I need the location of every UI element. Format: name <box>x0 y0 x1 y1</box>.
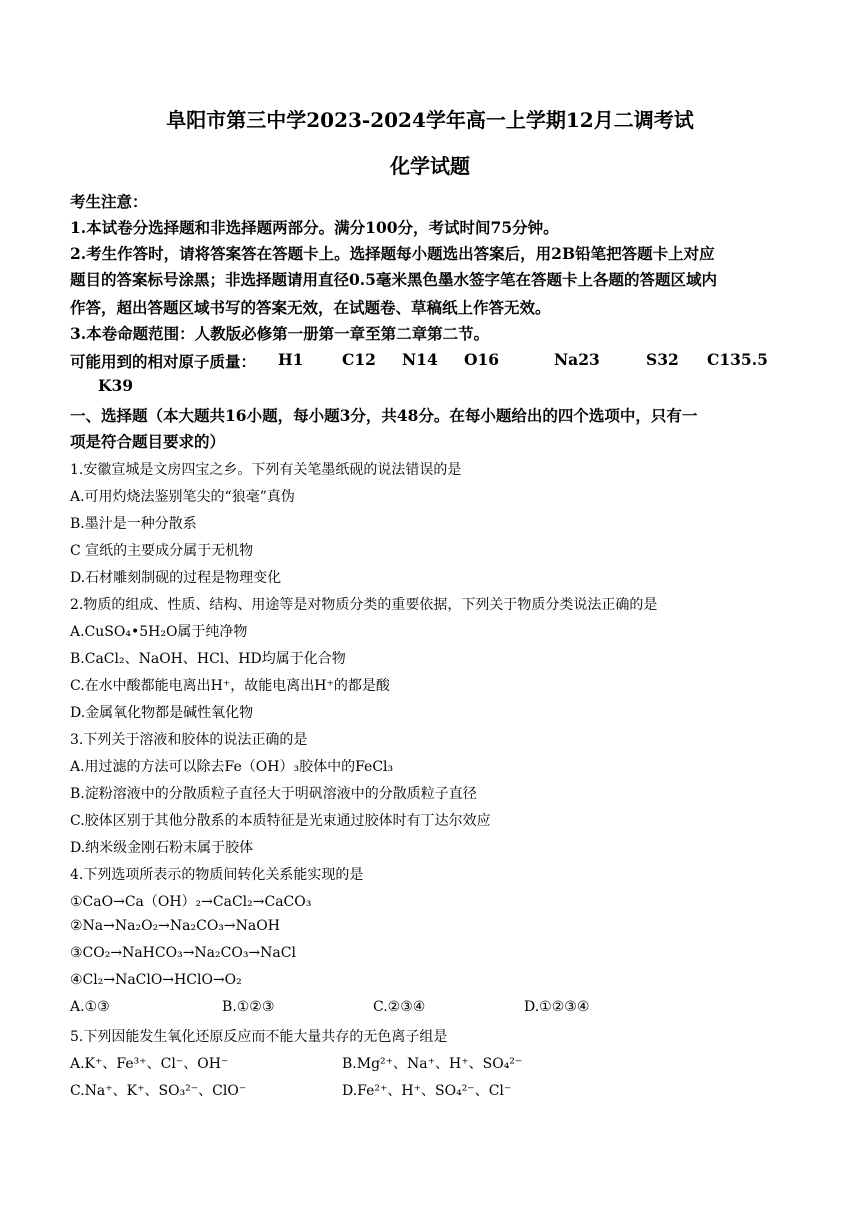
notice-item-3: 3.本卷命题范围：人教版必修第一册第一章至第二章第二节。 <box>70 324 490 343</box>
notice-item-2-line-3: 作答，超出答题区域书写的答案无效，在试题卷、草稿纸上作答无效。 <box>70 298 551 317</box>
q3-option-c: C.胶体区别于其他分散系的本质特征是光束通过胶体时有丁达尔效应 <box>70 813 491 829</box>
atomic-mass-label: 可能用到的相对原子质量： <box>70 352 257 371</box>
q1-stem: 1.安徽宣城是文房四宝之乡。下列有关笔墨纸砚的说法错误的是 <box>70 462 462 478</box>
q5-stem: 5.下列因能发生氧化还原反应而不能大量共存的无色离子组是 <box>70 1029 448 1045</box>
q3-stem: 3.下列关于溶液和胶体的说法正确的是 <box>70 732 308 748</box>
q5-option-c: C.Na⁺、K⁺、SO₃²⁻、ClO⁻ <box>70 1083 247 1099</box>
q3-option-d: D.纳米级金刚石粉末属于胶体 <box>70 840 254 856</box>
q2-option-b: B.CaCl₂、NaOH、HCl、HD均属于化合物 <box>70 651 346 667</box>
atomic-mass-c: C12 <box>342 350 376 369</box>
q1-option-a: A.可用灼烧法鉴别笔尖的“狼毫”真伪 <box>70 489 295 505</box>
q4-reaction-1: ①CaO→Ca（OH）₂→CaCl₂→CaCO₃ <box>70 894 312 910</box>
q5-option-b: B.Mg²⁺、Na⁺、H⁺、SO₄²⁻ <box>342 1056 523 1072</box>
q2-option-a: A.CuSO₄•5H₂O属于纯净物 <box>70 624 248 640</box>
atomic-mass-n: N14 <box>402 350 438 369</box>
atomic-mass-cl: C135.5 <box>707 350 768 369</box>
notice-item-2-line-2: 题目的答案标号涂黑；非选择题请用直径0.5毫米黑色墨水签字笔在答题卡上各题的答题区域内 <box>70 270 717 289</box>
q4-option-d: D.①②③④ <box>524 999 590 1015</box>
q4-option-b: B.①②③ <box>222 999 275 1015</box>
atomic-mass-s: S32 <box>646 350 679 369</box>
q3-option-a: A.用过滤的方法可以除去Fe（OH）₃胶体中的FeCl₃ <box>70 759 394 775</box>
subject-title: 化学试题 <box>390 154 470 178</box>
notice-item-1: 1.本试卷分选择题和非选择题两部分。满分100分，考试时间75分钟。 <box>70 218 559 237</box>
q1-option-d: D.石材雕刻制砚的过程是物理变化 <box>70 570 282 586</box>
q2-option-c: C.在水中酸都能电离出H⁺，故能电离出H⁺的都是酸 <box>70 678 390 694</box>
q4-reaction-2: ②Na→Na₂O₂→Na₂CO₃→NaOH <box>70 918 280 934</box>
atomic-mass-k: K39 <box>98 376 134 395</box>
atomic-mass-h: H1 <box>278 350 304 369</box>
q4-stem: 4.下列选项所表示的物质间转化关系能实现的是 <box>70 867 364 883</box>
q4-option-c: C.②③④ <box>373 999 426 1015</box>
exam-title: 阜阳市第三中学2023-2024学年高一上学期12月二调考试 <box>166 108 694 132</box>
q5-option-d: D.Fe²⁺、H⁺、SO₄²⁻、Cl⁻ <box>342 1083 512 1099</box>
notice-item-2-line-1: 2.考生作答时，请将答案答在答题卡上。选择题每小题选出答案后，用2B铅笔把答题卡上对应 <box>70 244 715 263</box>
q4-reaction-3: ③CO₂→NaHCO₃→Na₂CO₃→NaCl <box>70 945 296 961</box>
section-1-heading-line-2: 项是符合题目要求的） <box>70 432 226 451</box>
q2-option-d: D.金属氧化物都是碱性氧化物 <box>70 705 254 721</box>
q1-option-c: C 宣纸的主要成分属于无机物 <box>70 543 254 559</box>
q5-option-a: A.K⁺、Fe³⁺、Cl⁻、OH⁻ <box>70 1056 229 1072</box>
atomic-mass-line <box>70 350 768 372</box>
q2-stem: 2.物质的组成、性质、结构、用途等是对物质分类的重要依据，下列关于物质分类说法正确的是 <box>70 597 658 613</box>
q4-reaction-4: ④Cl₂→NaClO→HClO→O₂ <box>70 972 242 988</box>
section-1-heading-line-1: 一、选择题（本大题共16小题，每小题3分，共48分。在每小题给出的四个选项中，只有一 <box>70 406 698 425</box>
q3-option-b: B.淀粉溶液中的分散质粒子直径大于明矾溶液中的分散质粒子直径 <box>70 786 477 802</box>
notice-heading: 考生注意： <box>70 192 148 211</box>
atomic-mass-na: Na23 <box>554 350 600 369</box>
atomic-mass-o: O16 <box>464 350 500 369</box>
q1-option-b: B.墨汁是一种分散系 <box>70 516 197 532</box>
q4-option-a: A.①③ <box>70 999 110 1015</box>
